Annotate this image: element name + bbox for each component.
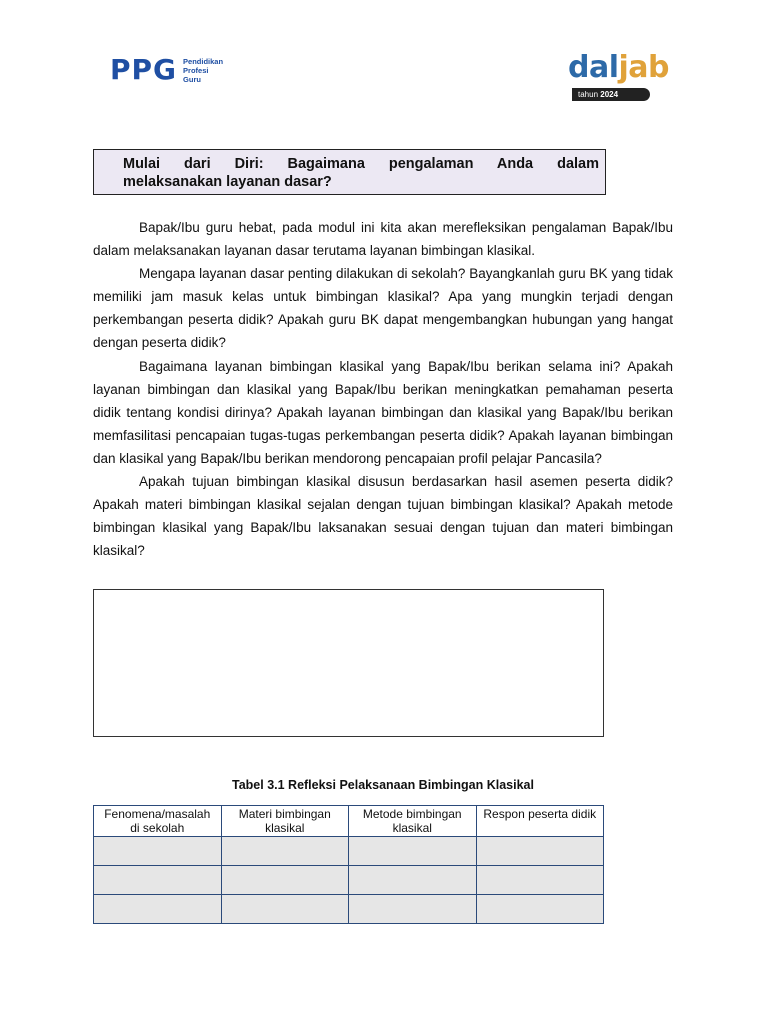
table-cell[interactable]	[349, 866, 477, 895]
paragraph: Bapak/Ibu guru hebat, pada modul ini kita akan merefleksikan pengalaman Bapak/Ibu dalam melaksanakan layanan dasar terutama layanan bimbingan klasikal.	[93, 220, 673, 259]
ppg-logo-subtitle	[183, 57, 223, 84]
daljab-logo	[568, 52, 668, 101]
table-cell[interactable]	[221, 866, 349, 895]
table-cell[interactable]	[94, 895, 222, 924]
table-cell[interactable]	[476, 895, 604, 924]
daljab-year-badge	[572, 88, 650, 101]
section-heading-line2: melaksanakan layanan dasar?	[123, 174, 332, 190]
table-header-row	[94, 806, 604, 837]
table-cell[interactable]	[349, 895, 477, 924]
daljab-year-value: 2024	[600, 90, 619, 99]
section-heading-box	[93, 149, 606, 195]
table-cell[interactable]	[94, 866, 222, 895]
table-header-cell: Materi bimbingan klasikal	[221, 806, 349, 837]
reflection-answer-box[interactable]	[93, 589, 604, 737]
table-header-cell: Respon peserta didik	[476, 806, 604, 837]
daljab-year-label: tahun	[578, 90, 599, 99]
ppg-logo-mark: PPG	[110, 53, 178, 86]
table-row	[94, 866, 604, 895]
ppg-logo-sub-line: Pendidikan	[183, 56, 224, 66]
table-cell[interactable]	[221, 895, 349, 924]
table-caption: Tabel 3.1 Refleksi Pelaksanaan Bimbingan Klasikal	[232, 778, 534, 792]
daljab-word-part1: dal	[568, 50, 619, 85]
table-row	[94, 895, 604, 924]
paragraph: Mengapa layanan dasar penting dilakukan di sekolah? Bayangkanlah guru BK yang tidak memiliki jam masuk kelas untuk bimbingan klasikal? Apa yang mungkin terjadi dengan perkembangan peserta didik? Apakah guru BK dapat mengembangkan hubungan yang hangat dengan peserta didik?	[93, 266, 673, 351]
section-heading-line1: Mulai dari Diri: Bagaimana pengalaman Anda dalam	[123, 156, 599, 172]
ppg-logo-sub-line: Profesi	[183, 65, 209, 75]
table-cell[interactable]	[221, 837, 349, 866]
reflection-table	[93, 805, 604, 924]
daljab-word-part2: jab	[618, 50, 670, 85]
daljab-wordmark	[568, 52, 668, 84]
ppg-logo-sub-line: Guru	[183, 74, 201, 84]
table-cell[interactable]	[476, 866, 604, 895]
table-cell[interactable]	[349, 837, 477, 866]
ppg-logo	[110, 53, 224, 86]
table-header-cell: Metode bimbingan klasikal	[349, 806, 477, 837]
table-cell[interactable]	[94, 837, 222, 866]
table-cell[interactable]	[476, 837, 604, 866]
table-row	[94, 837, 604, 866]
paragraph: Apakah tujuan bimbingan klasikal disusun berdasarkan hasil asemen peserta didik? Apakah materi bimbingan klasikal sejalan dengan tujuan bimbingan klasikal? Apakah metode bimbingan klasikal yang Bapak/Ibu laksanakan sesuai dengan tujuan dan materi bimbingan klasikal?	[93, 474, 673, 559]
paragraph: Bagaimana layanan bimbingan klasikal yang Bapak/Ibu berikan selama ini? Apakah layanan bimbingan dan klasikal yang Bapak/Ibu berikan meningkatkan pemahaman peserta didik tentang kondisi dirinya? Apakah layanan bimbingan dan klasikal yang Bapak/Ibu berikan memfasilitasi pencapaian tugas-tugas perkembangan peserta didik? Apakah layanan bimbingan dan klasikal yang Bapak/Ibu berikan mendorong pencapaian profil pelajar Pancasila?	[93, 358, 673, 466]
table-header-cell: Fenomena/masalah di sekolah	[94, 806, 222, 837]
body-text	[93, 216, 673, 562]
